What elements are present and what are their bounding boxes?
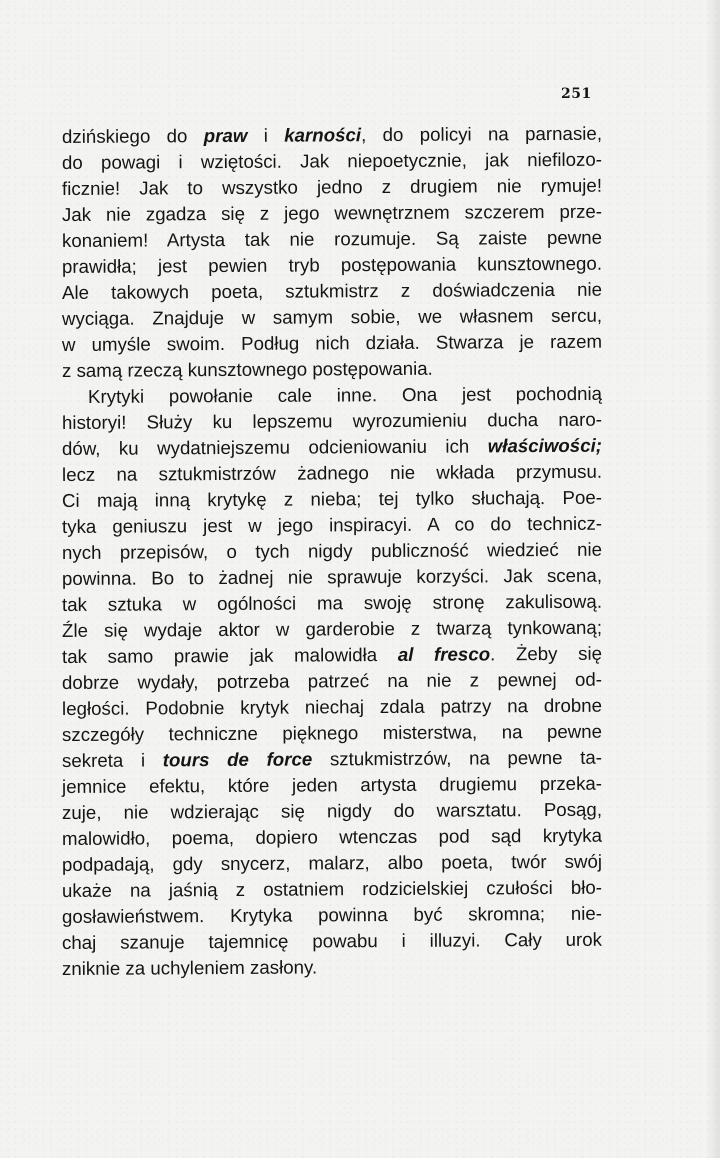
text-line: podpadają, gdy snycerz, malarz, albo poeta, twór swój — [61, 850, 603, 875]
text-line: Krytyki powołanie cale inne. Ona jest pochodnią — [87, 382, 603, 407]
text-line: powinna. Bo to żadnej nie sprawuje korzyści. Jak scena, — [61, 564, 603, 589]
page-number: 251 — [561, 86, 592, 102]
text-line: tak samo prawie jak malowidła al fresco. Żeby się — [61, 642, 603, 667]
text-line: jemnice efektu, które jeden artysta drugiemu przeka- — [61, 772, 603, 797]
text-line: ukaże na jaśnią z ostatniem rodzicielskiej czułości bło- — [61, 876, 603, 901]
text-line: wyciąga. Znajduje w samym sobie, we własnem sercu, — [61, 304, 603, 329]
text-line: lecz na sztukmistrzów żadnego nie wkłada przymusu. — [61, 460, 603, 485]
text-line: chaj szanuje tajemnicę powabu i illuzyi. Cały urok — [61, 928, 603, 953]
text-line: sekreta i tours de force sztukmistrzów, na pewne ta- — [61, 746, 603, 771]
text-line: zniknie za uchyleniem zasłony. — [61, 956, 318, 979]
text-line: ficznie! Jak to wszystko jedno z drugiem nie rymuje! — [61, 174, 603, 199]
text-line: dobrze wydały, potrzeba patrzeć na nie z pewnej od- — [61, 668, 603, 693]
text-line: tak sztuka w ogólności ma swoję stronę zakulisową. — [61, 590, 603, 615]
text-line: ległości. Podobnie krytyk niechaj zdala patrzy na drobne — [61, 694, 603, 719]
text-line: zuje, nie wdzierając się nigdy do warsztatu. Posąg, — [61, 798, 603, 823]
text-line: Źle się wydaje aktor w garderobie z twarzą tynkowaną; — [61, 616, 603, 641]
text-line: dzińskiego do praw i karności, do policyi na parnasie, — [61, 122, 603, 147]
page-edge-shadow — [706, 0, 720, 1158]
text-line: w umyśle swoim. Podług nich działa. Stwarza je razem — [61, 330, 603, 355]
text-line: historyi! Służy ku lepszemu wyrozumieniu ducha naro- — [61, 408, 603, 433]
text-line: z samą rzeczą kunsztownego postępowania. — [61, 357, 433, 381]
text-line: dów, ku wydatniejszemu odcieniowaniu ich właściwości; — [61, 434, 603, 459]
text-line: gosławieństwem. Krytyka powinna być skromna; nie- — [61, 902, 603, 927]
text-line: konaniem! Artysta tak nie rozumuje. Są zaiste pewne — [61, 226, 603, 251]
text-line: tyka geniuszu jest w jego inspiracyi. A co do technicz- — [61, 512, 603, 537]
text-line: do powagi i wziętości. Jak niepoetycznie, jak niefilozo- — [61, 148, 603, 173]
text-line: szczegóły techniczne pięknego misterstwa, na pewne — [61, 720, 603, 745]
text-line: prawidła; jest pewien tryb postępowania kunsztownego. — [61, 252, 603, 277]
text-line: malowidło, poema, dopiero wtenczas pod sąd krytyka — [61, 824, 603, 849]
text-line: nych przepisów, o tych nigdy publiczność wiedzieć nie — [61, 538, 603, 563]
text-line: Jak nie zgadza się z jego wewnętrznem szczerem prze- — [61, 200, 603, 225]
text-line: Ale takowych poeta, sztukmistrz z doświadczenia nie — [61, 278, 603, 303]
text-line: Ci mają inną krytykę z nieba; tej tylko słuchają. Poe- — [61, 486, 603, 511]
